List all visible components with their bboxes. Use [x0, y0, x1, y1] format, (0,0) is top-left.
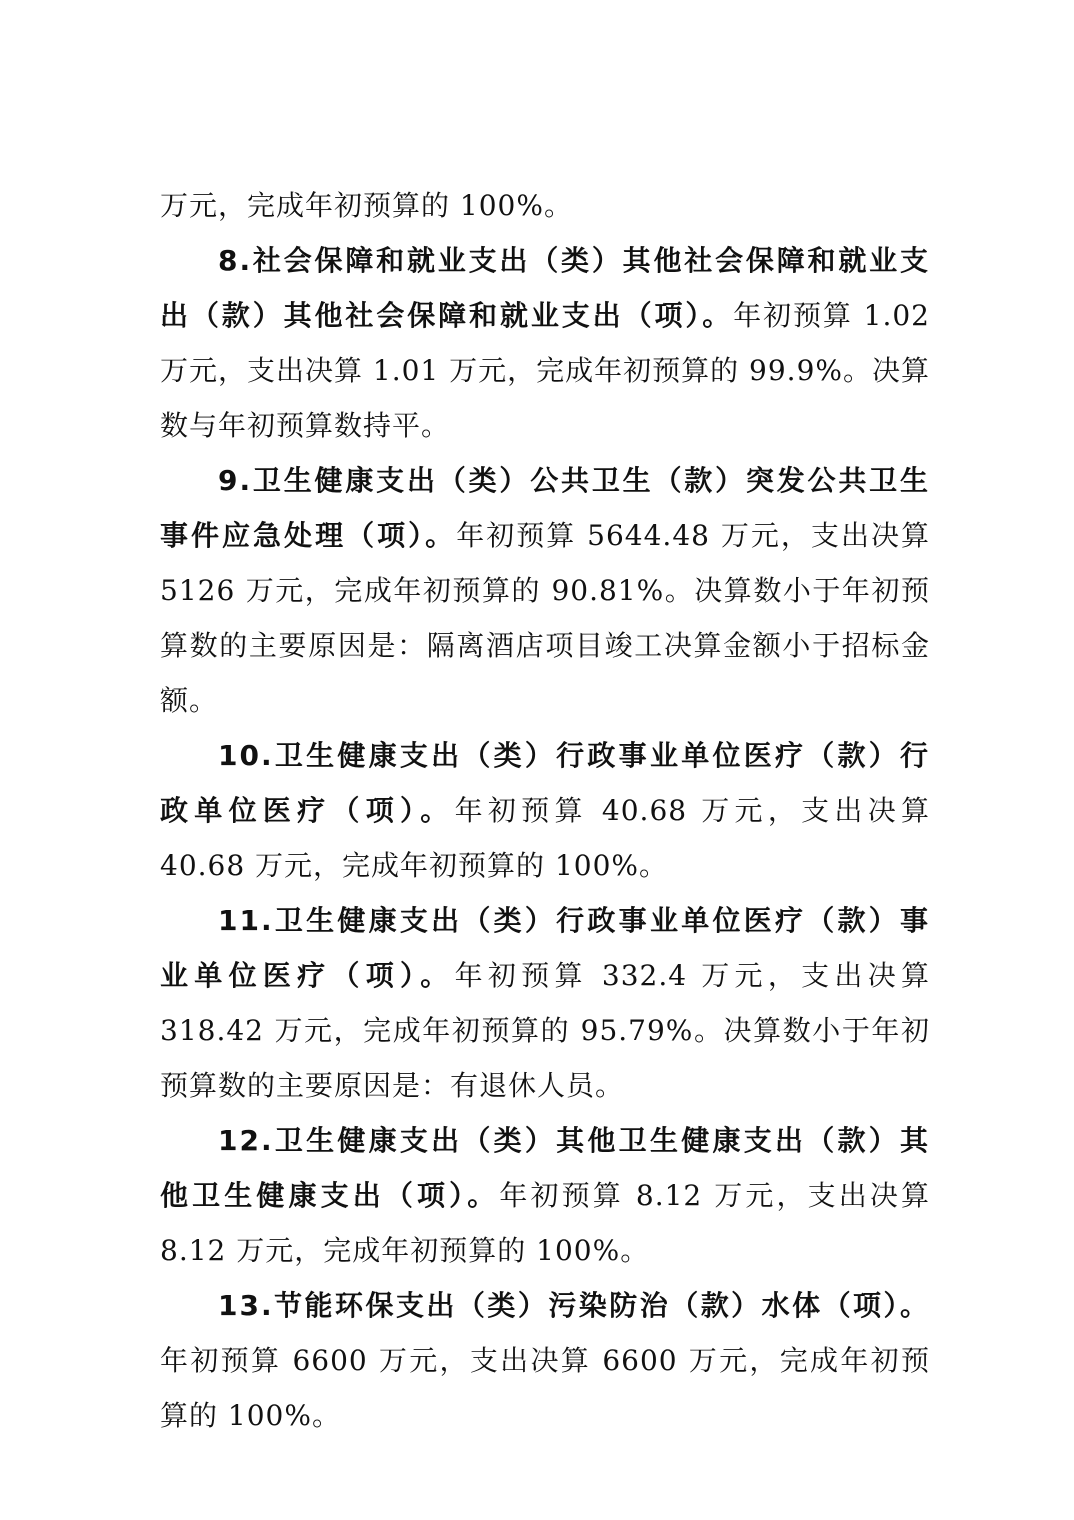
paragraph-body: 年初预算 332.4 万元，支出决算 318.42 万元，完成年初预算的 95.79%。决算数小于年初预算数的主要原因是：有退休人员。 [160, 959, 930, 1102]
paragraph-item-8 [160, 233, 930, 453]
paragraph-heading: 12.卫生健康支出（类）其他卫生健康支出（款）其他卫生健康支出（项）。 [160, 1124, 930, 1212]
paragraph-body: 年初预算 1.02 万元，支出决算 1.01 万元，完成年初预算的 99.9%。决算数与年初预算数持平。 [160, 299, 930, 442]
paragraph-heading: 10.卫生健康支出（类）行政事业单位医疗（款）行政单位医疗（项）。 [160, 739, 930, 827]
paragraph-item-11 [160, 893, 930, 1113]
paragraph-heading: 9.卫生健康支出（类）公共卫生（款）突发公共卫生事件应急处理（项）。 [160, 464, 930, 552]
paragraph-heading: 8.社会保障和就业支出（类）其他社会保障和就业支出（款）其他社会保障和就业支出（项）。 [160, 244, 930, 332]
paragraph-item-10 [160, 728, 930, 893]
paragraph-item-12 [160, 1113, 930, 1278]
paragraph-heading: 11.卫生健康支出（类）行政事业单位医疗（款）事业单位医疗（项）。 [160, 904, 930, 992]
paragraph-item-9 [160, 453, 930, 728]
document-body [160, 178, 930, 1443]
paragraph-continuation [160, 178, 930, 233]
paragraph-heading: 13.节能环保支出（类）污染防治（款）水体（项）。 [218, 1289, 930, 1322]
paragraph-body: 年初预算 6600 万元，支出决算 6600 万元，完成年初预算的 100%。 [160, 1344, 930, 1432]
paragraph-body: 万元，完成年初预算的 100%。 [160, 189, 573, 222]
paragraph-body: 年初预算 5644.48 万元，支出决算 5126 万元，完成年初预算的 90.81%。决算数小于年初预算数的主要原因是：隔离酒店项目竣工决算金额小于招标金额。 [160, 519, 930, 717]
paragraph-body: 年初预算 40.68 万元，支出决算 40.68 万元，完成年初预算的 100%。 [160, 794, 930, 882]
paragraph-item-13 [160, 1278, 930, 1443]
paragraph-body: 年初预算 8.12 万元，支出决算 8.12 万元，完成年初预算的 100%。 [160, 1179, 930, 1267]
